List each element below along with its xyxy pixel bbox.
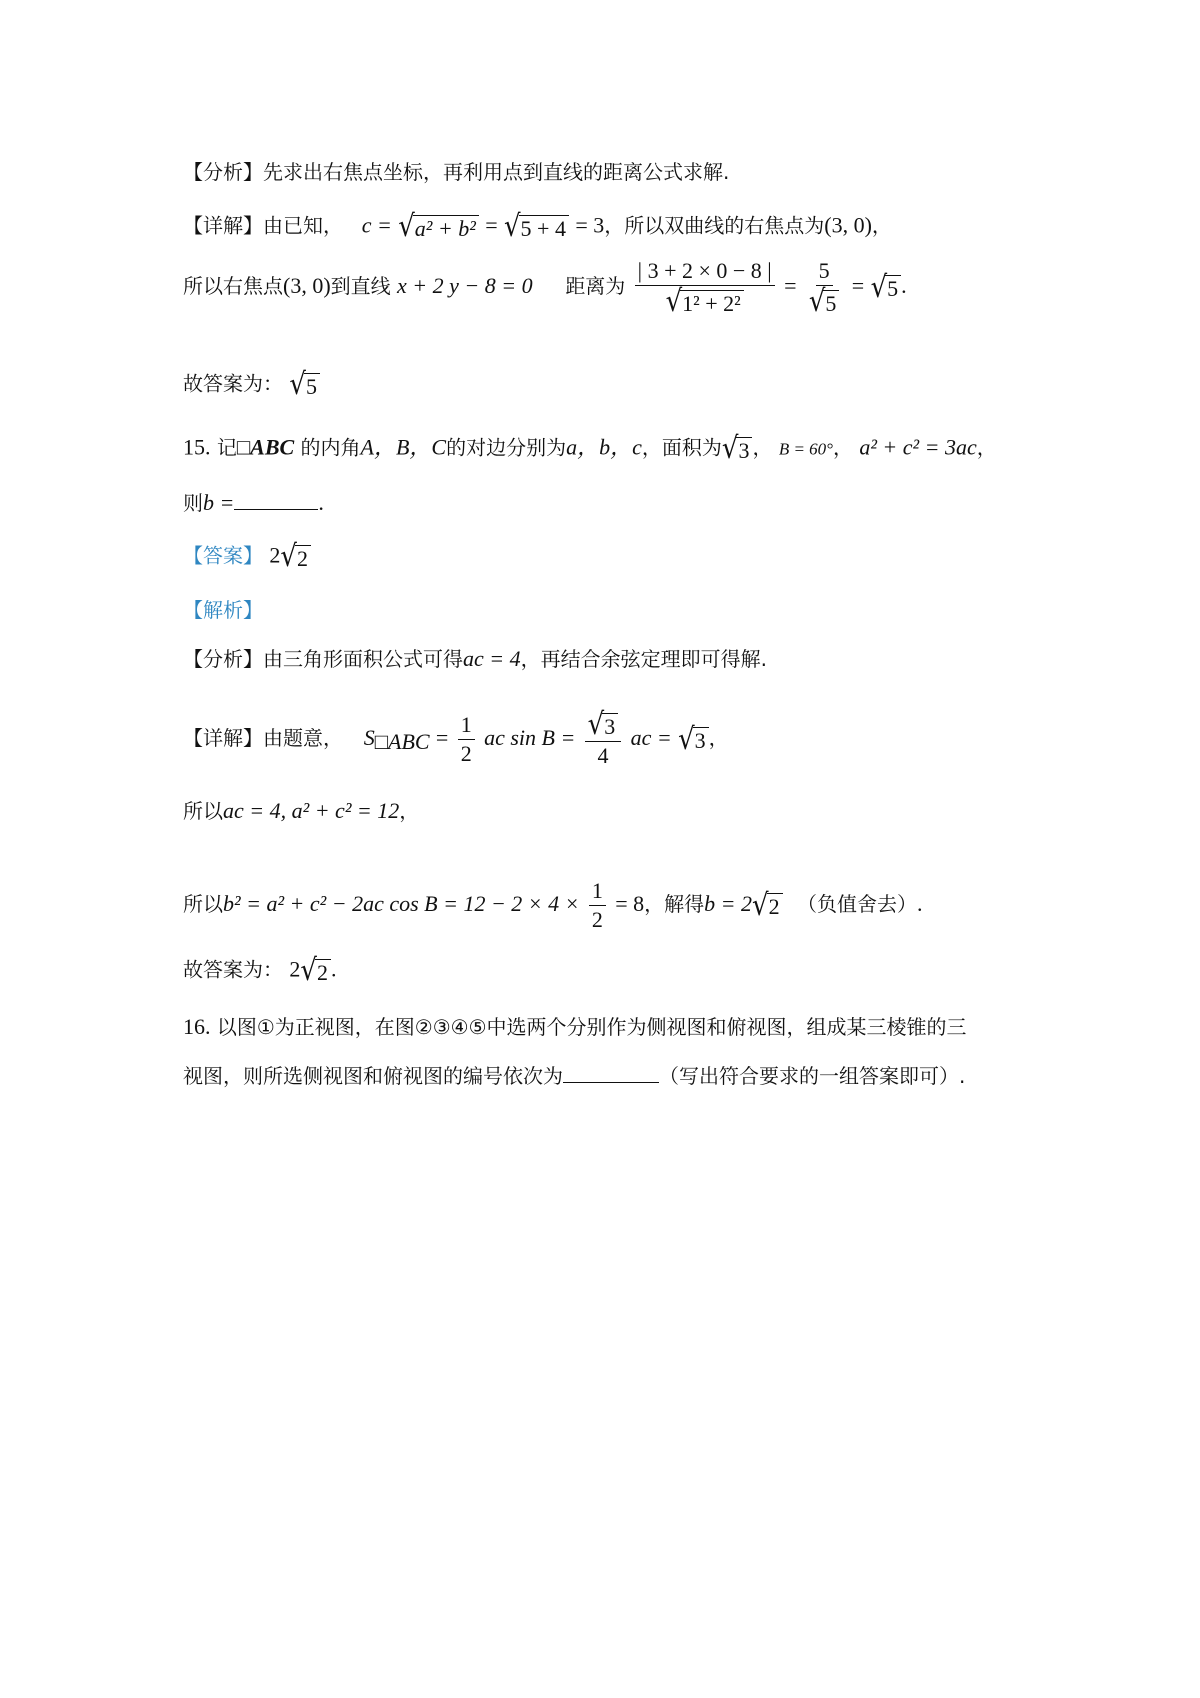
analysis-line-15 [183,648,767,670]
comma: ， [399,799,420,823]
question-15-line-2 [183,492,324,514]
so-line-1 [183,800,419,822]
detail-label: 【详解】 [183,213,263,238]
comma: ， [832,435,853,460]
numerator-5: 5 [816,260,833,286]
denominator: 2 [460,741,472,766]
detail-label: 【详解】 [183,726,263,750]
period: . [901,273,907,298]
b-root2: √2 [752,893,783,919]
period: . [916,891,923,916]
b-equals: b = [203,490,235,515]
area-s: S [363,725,375,750]
cosine-law-equation: b² = a² + c² − 2ac cos B = 12 − 2 × 4 × [223,891,580,916]
so-text: 所以 [183,799,223,823]
condition-equation: a² + c² = 3ac [859,434,977,460]
five-over-root5 [806,258,843,320]
numerator: 1 [589,880,606,906]
one-half-fraction [458,714,475,765]
result-root5: √5 [871,275,902,301]
analysis-label: 【分析】 [183,647,263,671]
equals-sign: = [435,725,449,750]
period: . [330,956,337,982]
distance-line [183,258,907,320]
answer-tag-line [183,539,311,575]
distance-text-b: 到直线 [330,274,391,298]
question-16-line-1 [183,1016,967,1038]
distance-fraction [635,258,775,320]
question-number: 15. [183,434,211,460]
equals-sign: = [784,273,797,298]
q15-text-c: 的对边分别为 [446,435,567,460]
so-equation: ac = 4, a² + c² = 12 [223,798,400,823]
answer-line-15 [183,953,337,989]
angles-abc: A，B，C [360,434,447,460]
answer-coef: 2 [289,956,301,982]
answer-root2: √2 [280,544,311,570]
analysis-text-b: ，再结合余弦定理即可得解. [520,647,767,671]
q15-text-d: ，面积为 [641,435,722,460]
detail-line-15 [183,707,729,768]
answer-label: 【答案】 [183,543,263,568]
b-equals-2: b = 2 [704,891,753,916]
equals-3: = 3 [575,212,605,238]
area-subscript: □ABC [374,729,430,754]
comma: ， [708,726,729,750]
answer-root5: √5 [289,372,320,398]
q16-text-b: （写出符合要求的一组答案即可）. [659,1064,966,1088]
analysis-text: 先求出右焦点坐标，再利用点到直线的距离公式求解. [263,160,730,184]
q16-text: 以图①为正视图，在图②③④⑤中选两个分别作为侧视图和俯视图，组成某三棱锥的三 [216,1015,967,1039]
distance-text-a: 所以右焦点 [183,274,283,298]
detail-text-a: 由题意， [263,726,343,750]
triangle-symbol: □ [236,434,251,460]
sides-abc: a，b，c [566,434,642,460]
q15-text-a: 记 [216,435,237,460]
so-text: 所以 [183,892,223,916]
answer-text: 故答案为： [183,957,283,982]
equals-8: = 8 [615,891,645,916]
one-half-fraction [589,880,606,931]
q16-text-a: 视图，则所选侧视图和俯视图的编号依次为 [183,1064,563,1088]
answer-coef: 2 [269,542,281,568]
answer-root2: √2 [300,958,331,984]
question-15-line-1 [183,431,997,467]
ac-equals: ac = [630,725,672,750]
denominator: 4 [597,743,609,768]
distance-text-c: 距离为 [565,274,626,298]
question-number: 16. [183,1014,211,1039]
q15-text-b: 的内角 [300,435,361,460]
numerator: 1 [458,714,475,740]
question-16-line-2 [183,1066,965,1086]
answer-text: 故答案为： [183,371,283,396]
comma: ， [871,213,892,238]
analysis-label: 【分析】 [183,160,263,184]
answer-blank[interactable] [234,508,318,510]
answer-line-14 [183,367,320,403]
ac-equals-4: ac = 4 [463,646,521,671]
focus-point: (3, 0) [824,212,872,238]
solution-label: 【解析】 [183,598,263,622]
detail-text-b: ，所以双曲线的右焦点为 [604,213,825,238]
area-root3: √3 [722,436,753,462]
distance-denominator: √1² + 2² [663,286,747,315]
triangle-abc: ABC [250,434,295,460]
analysis-text-a: 由三角形面积公式可得 [263,647,463,671]
sqrt-5-plus-4: √5 + 4 [504,214,569,240]
solution-tag-line [183,600,263,620]
comma: ， [752,435,773,460]
angle-b: B = 60° [778,439,833,459]
detail-text-a: 由已知， [263,213,343,238]
analysis-line-14 [183,162,729,182]
distance-point: (3, 0) [283,273,331,298]
c-equals: c = [361,212,392,238]
q15-then: 则 [183,491,203,515]
denominator: 2 [591,907,603,932]
ac-sin-b: ac sin B = [484,725,576,750]
solve-text: ，解得 [644,892,705,916]
equals-sign: = [485,212,498,238]
denominator-root5: √5 [806,286,843,315]
answer-blank[interactable] [563,1081,659,1083]
line-equation: x + 2 y − 8 = 0 [397,273,533,298]
comma: ， [976,435,997,460]
equals-sign: = [851,273,865,298]
negative-discarded-note: （负值舍去） [796,892,917,916]
period: . [318,490,324,515]
result-root3: √3 [678,727,709,753]
root3-over-4 [585,707,622,768]
detail-line-14 [183,209,892,245]
distance-numerator: | 3 + 2 × 0 − 8 | [635,260,775,286]
so-line-2 [183,880,922,931]
sqrt-a2-b2: √a² + b² [398,214,479,240]
numerator-root3: √3 [585,712,622,742]
